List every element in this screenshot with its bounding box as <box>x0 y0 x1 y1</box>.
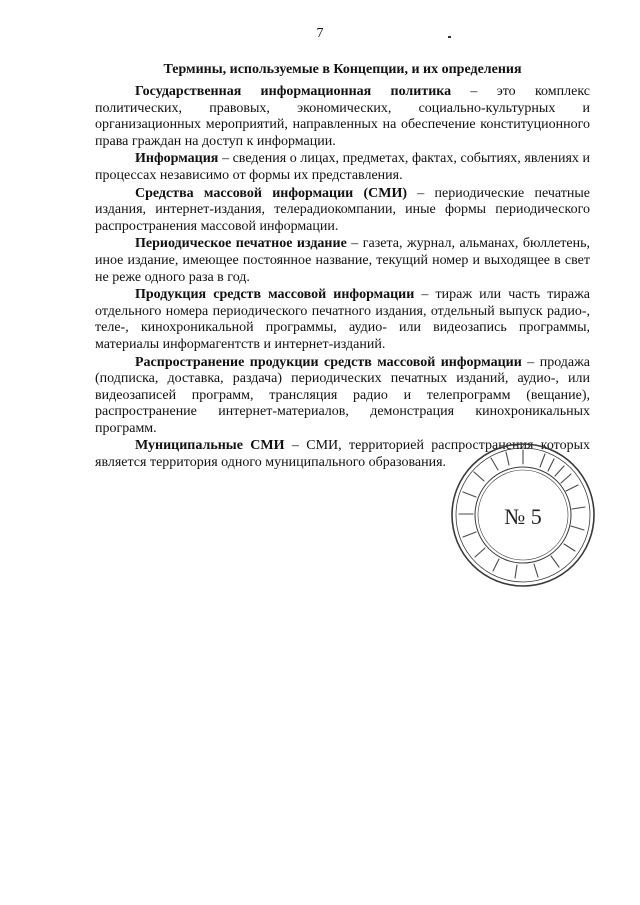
scan-mark <box>448 36 451 38</box>
seal-number: № 5 <box>504 504 542 529</box>
definition-text: – периодические печатные издания, интернет-издания, телерадиокомпании, иные формы периодического распространения массовой информации. <box>95 185 590 234</box>
definition-text: – газета, журнал, альманах, бюллетень, иное издание, имеющее постоянное название, текущий номер и выходящее в свет не реже одного раза в год. <box>95 236 590 285</box>
definition-term: Муниципальные СМИ <box>135 438 285 454</box>
section-heading: Термины, используемые в Концепции, и их определения <box>163 62 522 77</box>
definition-term: Продукция средств массовой информации <box>135 287 415 303</box>
definition-paragraph <box>95 355 590 438</box>
definition-term: Средства массовой информации (СМИ) <box>135 185 408 201</box>
definition-paragraph <box>95 84 590 150</box>
definition-text: – продажа (подписка, доставка, раздача) периодических печатных изданий, аудио-, или видеозаписей программ, трансляция радио и телепрограмм (вещание), распространение интернет-материалов, демонстрация кинохроникальных программ. <box>95 354 591 436</box>
definition-paragraph <box>95 151 590 184</box>
definition-text: – это комплекс политических, правовых, экономических, социально-культурных и организационных мероприятий, направленных на обеспечение конституционного права граждан на доступ к информации. <box>95 84 590 149</box>
definition-term: Распространение продукции средств массовой информации <box>135 354 522 370</box>
definition-paragraph <box>95 186 590 236</box>
definition-text: – сведения о лицах, предметах, фактах, событиях, явлениях и процессах независимо от формы их представления. <box>95 151 590 183</box>
official-seal-stamp <box>448 440 598 590</box>
definition-term: Информация <box>135 151 219 167</box>
definition-text: – СМИ, территорией распространения которых является территория одного муниципального образования. <box>95 438 591 471</box>
definition-term: Государственная информационная политика <box>135 84 452 99</box>
definition-text: – тираж или часть тиража отдельного номера периодического печатного издания, отдельный выпуск радио-, теле-, кинохроникальной программы, аудио- или видеозапись программы, материалы информагентств и интернет-изданий. <box>95 287 590 352</box>
definition-paragraph <box>95 287 590 353</box>
definition-term: Периодическое печатное издание <box>135 236 347 252</box>
definitions-list <box>95 84 590 473</box>
definition-paragraph <box>95 236 590 286</box>
page-number: 7 <box>316 26 324 41</box>
